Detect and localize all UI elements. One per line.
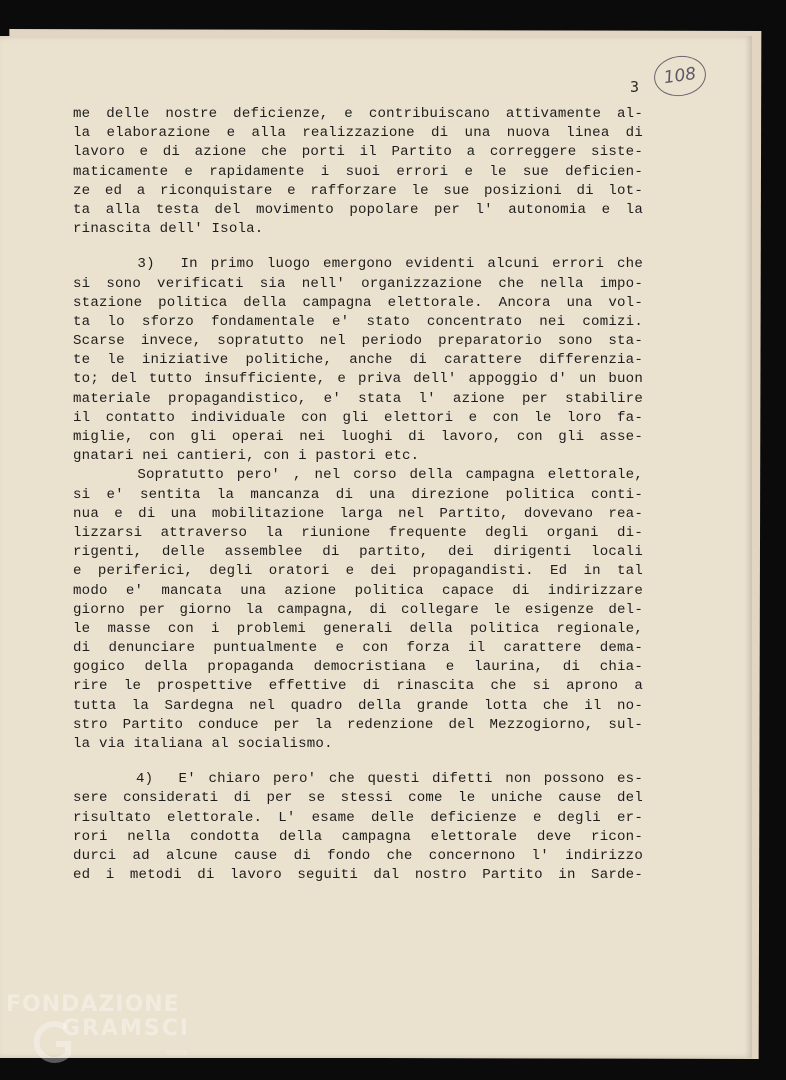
- text-line: ta alla testa del movimento popolare per l' autonomia e la: [73, 201, 643, 218]
- typed-body-text: [73, 105, 643, 885]
- text-line: risultato elettorale. L' esame delle deficienze e degli er-: [73, 809, 643, 826]
- text-line: si e' sentita la mancanza di una direzione politica conti-: [73, 486, 643, 503]
- paragraph-spacer: [73, 239, 643, 255]
- text-line: 4) E' chiaro pero' che questi difetti non possono es-: [73, 771, 643, 788]
- text-line: Scarse invece, sopratutto nel periodo preparatorio sono sta-: [73, 333, 643, 350]
- text-line: stro Partito conduce per la redenzione del Mezzogiorno, sul-: [73, 716, 643, 733]
- folio-handwritten-mark: [651, 53, 708, 100]
- text-line: gnatari nei cantieri, con i pastori etc.: [73, 448, 420, 465]
- text-line: ta lo sforzo fondamentale e' stato concentrato nei comizi.: [73, 313, 643, 330]
- fondazione-gramsci-watermark: [6, 992, 196, 1072]
- text-line: durci ad alcune cause di fondo che concernono l' indirizzo: [73, 847, 643, 864]
- text-line: ze ed a riconquistare e rafforzare le sue posizioni di lot-: [73, 182, 643, 199]
- text-line: modo e' mancata una azione politica capace di indirizzare: [73, 582, 643, 599]
- text-line: te le iniziative politiche, anche di carattere differenzia-: [73, 352, 643, 369]
- text-line: rigenti, delle assemblee di partito, dei dirigenti locali: [73, 544, 643, 561]
- paragraph-intro: [73, 105, 643, 239]
- page-number: 3: [630, 78, 640, 96]
- text-line: lizzarsi attraverso la riunione frequente degli organi di-: [73, 524, 643, 541]
- text-line: le masse con i problemi generali della politica regionale,: [73, 620, 643, 637]
- text-line: stazione politica della campagna elettorale. Ancora una vol-: [73, 294, 643, 311]
- text-line: si sono verificati sia nell' organizzazione che nella impo-: [73, 275, 643, 292]
- folio-number: 108: [662, 63, 698, 89]
- text-line: di denunciare puntualmente e con forza il carattere dema-: [73, 640, 643, 657]
- paragraph-spacer: [73, 754, 643, 770]
- text-line: 3) In primo luogo emergono evidenti alcuni errori che: [73, 256, 643, 273]
- text-line: la via italiana al socialismo.: [73, 736, 333, 752]
- text-line: rire le prospettive effettive di rinascita che si aprono a: [73, 678, 643, 695]
- text-line: rori nella condotta della campagna elettorale deve ricon-: [73, 828, 643, 845]
- text-line: gogico della propaganda democristiana e laurina, di chia-: [73, 659, 643, 676]
- text-line: sere considerati di per se stessi come le uniche cause del: [73, 790, 643, 807]
- text-line: la elaborazione e alla realizzazione di una nuova linea di: [73, 125, 643, 142]
- watermark-onlus: onlus: [166, 1048, 188, 1057]
- paragraph-point-4: [73, 770, 643, 885]
- paragraph-sopratutto: [73, 466, 643, 754]
- text-line: e periferici, degli oratori e dei propagandisti. Ed in tal: [73, 563, 643, 580]
- watermark-line-2: GRAMSCI: [62, 1016, 191, 1041]
- text-line: lavoro e di azione che porti il Partito a correggere siste-: [73, 144, 643, 161]
- paragraph-point-3: [73, 255, 643, 466]
- text-line: nua e di una mobilitazione larga nel Partito, dovevano rea-: [73, 505, 643, 522]
- watermark-line-1: FONDAZIONE: [6, 992, 180, 1017]
- text-line: il contatto individuale con gli elettori e con le loro fa-: [73, 409, 643, 426]
- text-line: giorno per giorno la campagna, di collegare le esigenze del-: [73, 601, 643, 618]
- text-line: to; del tutto insufficiente, e priva dell' appoggio d' un buon: [73, 371, 643, 388]
- text-line: me delle nostre deficienze, e contribuiscano attivamente al-: [73, 106, 643, 122]
- text-line: rinascita dell' Isola.: [73, 221, 264, 238]
- text-line: tutta la Sardegna nel quadro della grande lotta che il no-: [73, 697, 643, 714]
- text-line: miglie, con gli operai nei luoghi di lavoro, con gli asse-: [73, 429, 643, 445]
- text-line: Sopratutto pero' , nel corso della campagna elettorale,: [73, 467, 643, 484]
- text-line: materiale propagandistico, e' stata l' azione per stabilire: [73, 390, 643, 407]
- text-line: maticamente e rapidamente i suoi errori e le sue deficien-: [73, 163, 643, 180]
- text-line: ed i metodi di lavoro seguiti dal nostro Partito in Sarde-: [73, 867, 643, 884]
